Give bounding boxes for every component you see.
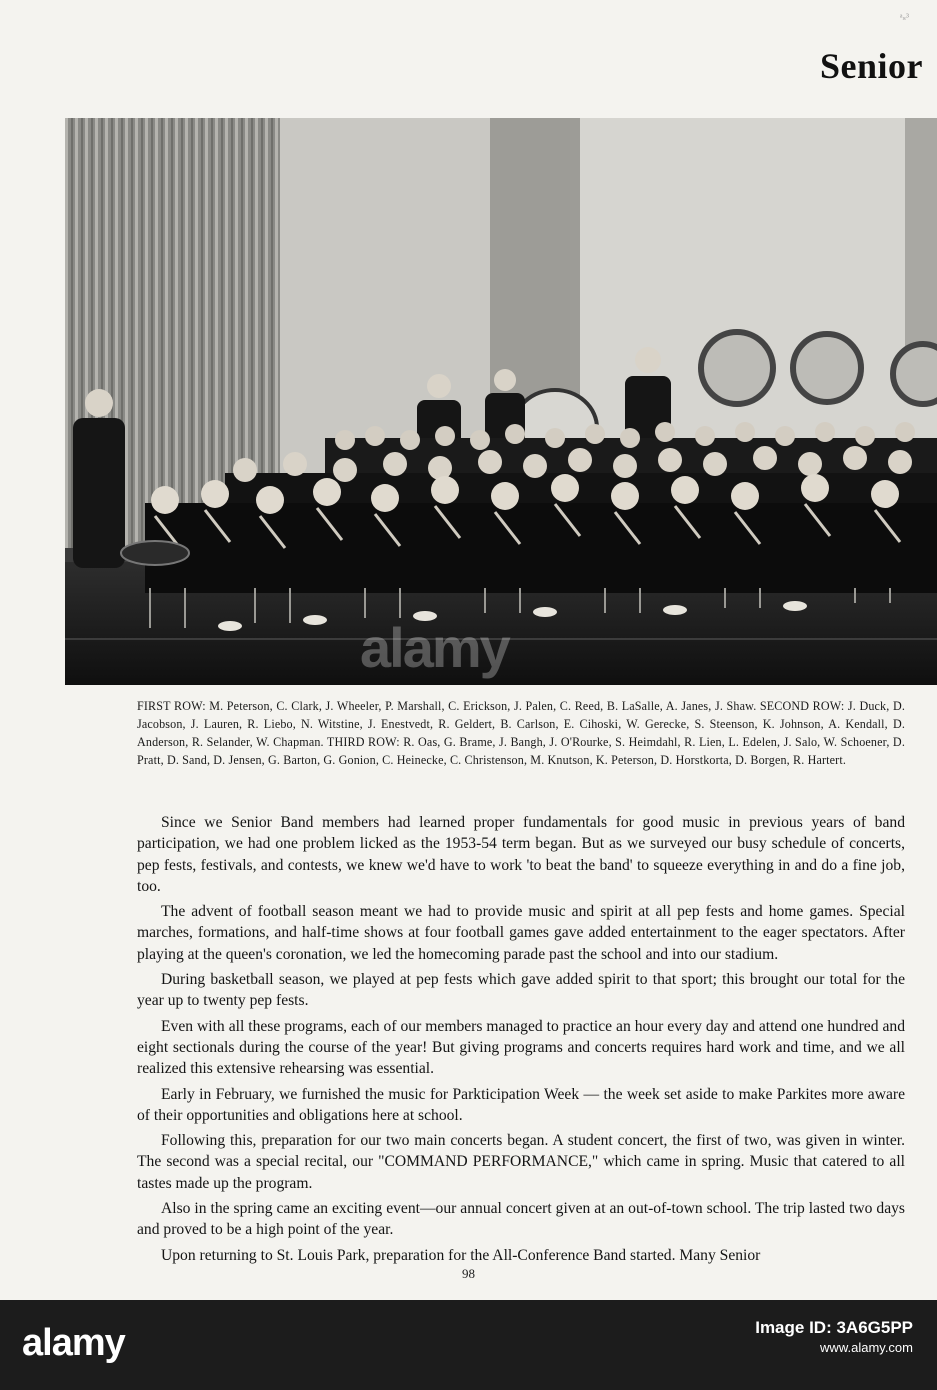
watermark-overlay: alamy	[360, 616, 509, 679]
band-photo-illustration	[65, 118, 937, 685]
alamy-logo: alamy	[22, 1322, 125, 1364]
photo-caption: FIRST ROW: M. Peterson, C. Clark, J. Wheeler, P. Marshall, C. Erickson, J. Palen, C. Reed, B. LaSalle, A. Janes, J. Shaw. SECOND ROW: J. Duck, D. Jacobson, J. Lauren, R. Liebo, N. Witstine, J. Enestvedt, R. Geldert, B. Carlson, E. Cihoski, W. Gerecke, S. Steenson, K. Johnson, A. Kendall, D. Anderson, R. Selander, W. Chapman. THIRD ROW: R. Oas, G. Brame, J. Bangh, J. O'Rourke, S. Heimdahl, R. Lien, L. Edelen, J. Salo, W. Schoener, D. Pratt, D. Sand, D. Jensen, G. Barton, G. Gonion, C. Heinecke, C. Christenson, M. Knutson, K. Peterson, D. Horstkorta, D. Borgen, R. Hartert.	[137, 699, 905, 767]
page-number: 98	[462, 1266, 475, 1281]
paragraph: The advent of football season meant we had to provide music and spirit at all pep fests and home games. Special marches, formations, and half-time shows at four football games gave added entertainment to the eager spectators. After playing at the queen's coronation, we led the homecoming parade past the school and into our stadium.	[137, 903, 905, 963]
paragraph: Following this, preparation for our two main concerts began. A student concert, the first of two, was given in winter. The second was a special recital, our "COMMAND PERFORMANCE," which came in spring. Music that catered to all tastes made up the program.	[137, 1132, 905, 1192]
corner-mark: ᵃₛ³	[899, 12, 909, 23]
page-title: Senior	[819, 46, 923, 86]
paragraph: Even with all these programs, each of our members managed to practice an hour every day and attend one hundred and eight sectionals during the course of the year! But giving programs and concerts requires hard work and time, and we all realized this extensive rehearsing was essential.	[137, 1017, 905, 1078]
paragraph: Since we Senior Band members had learned proper fundamentals for good music in previous years of band participation, we had one problem licked as the 1953-54 term began. But as we surveyed our busy schedule of concerts, pep fests, festivals, and contests, we knew we'd have to work 'to beat the band' to squeeze everything in and do a fine job, too.	[137, 814, 905, 895]
band-photo	[65, 118, 937, 685]
paragraph: Early in February, we furnished the music for Parkticipation Week — the week set aside to make Parkites more aware of their opportunities and obligations here at school.	[137, 1085, 905, 1124]
watermark-url: www.alamy.com	[820, 1340, 913, 1355]
image-id: Image ID: 3A6G5PP	[755, 1318, 913, 1337]
paragraph: During basketball season, we played at pep fests which gave added spirit to that sport; this brought our total for the year up to twenty pep fests.	[137, 971, 905, 1010]
paragraph: Upon returning to St. Louis Park, preparation for the All-Conference Band started. Many Senior	[161, 1246, 761, 1264]
paragraph: Also in the spring came an exciting event—our annual concert given at an out-of-town school. The trip lasted two days and proved to be a high point of the year.	[137, 1200, 905, 1239]
image-id-block	[755, 1318, 913, 1358]
article-body	[137, 812, 905, 1270]
